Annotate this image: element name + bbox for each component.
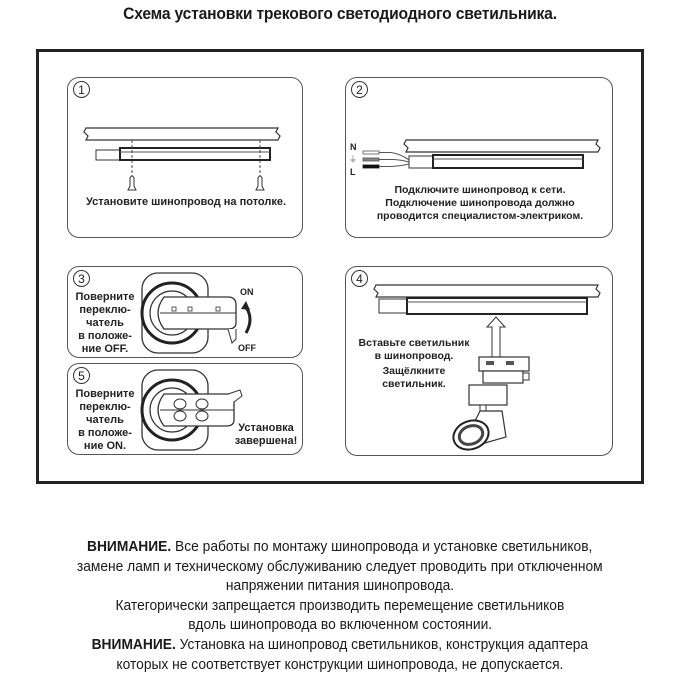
- step-2-panel: [345, 77, 613, 238]
- prohibition-line-1: Категорически запрещается производить перемещение светильников: [115, 596, 565, 614]
- step-5-number: 5: [73, 367, 90, 384]
- wire-label-live: L: [350, 167, 356, 177]
- warning-2-line-2: которых не соответствует конструкции шинопровода, не допускается.: [116, 655, 564, 673]
- step-1-number: 1: [73, 81, 90, 98]
- step-3-panel: [67, 266, 303, 358]
- warning-label: ВНИМАНИЕ.: [91, 635, 176, 653]
- rotate-arrow-icon: [246, 307, 250, 333]
- diagram-title: Схема установки трекового светодиодного светильника.: [123, 4, 557, 23]
- step-5-panel: [67, 363, 303, 455]
- prohibition-line-2: вдоль шинопровода во включенном состоянии.: [188, 616, 492, 634]
- warning-2-line-1: ВНИМАНИЕ. Установка на шинопровод светильников, конструкция адаптера: [91, 635, 589, 653]
- step-3-number: 3: [73, 270, 90, 287]
- switch-label-on: ON: [240, 287, 254, 297]
- warning-1-line-1: ВНИМАНИЕ. Все работы по монтажу шинопровода и установке светильников,: [87, 538, 593, 555]
- insert-arrow-icon: [487, 317, 505, 357]
- step-4-panel: [345, 266, 613, 456]
- track-ceiling-mount-illustration: [68, 78, 304, 239]
- step-3-text: Поверните переклю- чатель в положе- ние OFF.: [75, 291, 135, 355]
- step-2-number: 2: [351, 81, 368, 98]
- screw-icon: [128, 176, 264, 190]
- step-1-panel: [67, 77, 303, 238]
- step-1-text: Установите шинопровод на потолке.: [85, 196, 287, 208]
- step-5-text: Поверните переклю- чатель в положе- ние ON.: [75, 388, 135, 452]
- insert-luminaire-text: Вставьте светильник в шинопровод.: [358, 337, 470, 362]
- wire-label-neutral: N: [350, 142, 357, 152]
- earth-ground-icon: ⏚: [349, 155, 357, 164]
- warning-1-line-3: напряжении питания шинопровода.: [225, 577, 455, 595]
- snap-luminaire-text: Защёлкните светильник.: [382, 365, 446, 390]
- switch-label-off: OFF: [238, 343, 256, 353]
- step-2-text: Подключите шинопровод к сети. Подключение шинопровода должно проводится специалистом-электриком.: [376, 184, 584, 222]
- switch-off-illustration: [68, 267, 304, 359]
- warning-1-line-2: замене ламп и техническому обслуживанию следует проводить при отключенном: [77, 557, 603, 575]
- step-4-number: 4: [351, 270, 368, 287]
- warning-label: ВНИМАНИЕ.: [87, 538, 172, 555]
- safety-notes: [0, 537, 680, 674]
- installation-complete-text: Установка завершена!: [234, 422, 298, 447]
